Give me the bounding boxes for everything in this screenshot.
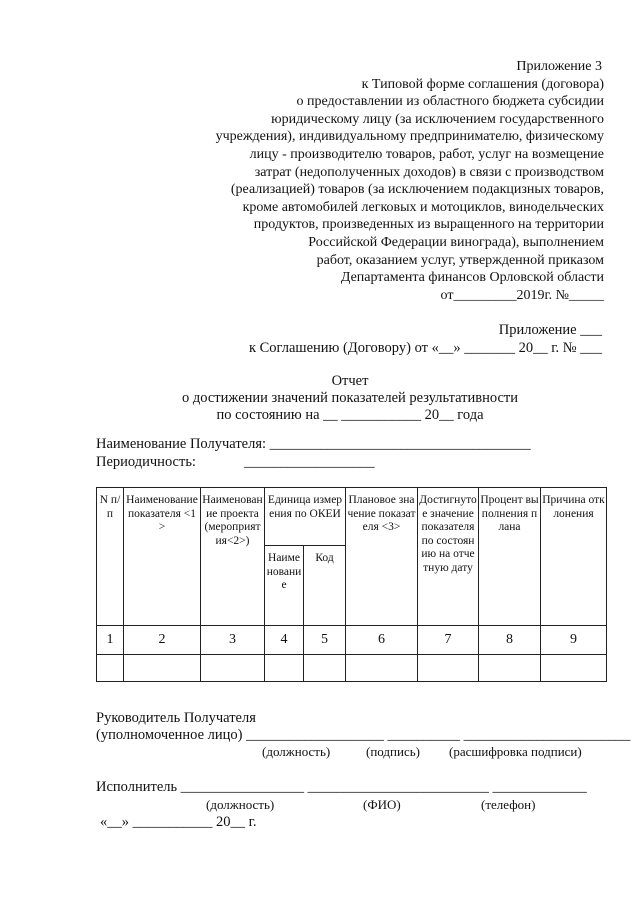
report-subtitle: о достижении значений показателей результативности [181, 390, 519, 406]
appendix-line: затрат (недополученных доходов) в связи с производством [254, 164, 604, 180]
appendix-line: Российской Федерации винограда), выполнением [308, 234, 604, 250]
header-planned: Плановое значение показателя <3> [346, 488, 418, 626]
caption-position: (должность) [262, 744, 331, 759]
appendix-line: продуктов, произведенных из выращенного на территории [253, 217, 604, 233]
table-header-row [97, 488, 607, 546]
header-unit-code: Код [304, 546, 346, 626]
col-number: 7 [418, 626, 479, 655]
periodicity-label: Периодичность: [96, 454, 196, 470]
header-unit: Единица измерения по ОКЕИ [265, 488, 346, 546]
header-indicator: Наименование показателя <1> [124, 488, 201, 626]
appendix-line: юридическому лицу (за исключением государственного [271, 111, 604, 127]
col-number: 9 [541, 626, 607, 655]
recipient-name-label: Наименование Получателя: ____________________________________ [96, 436, 531, 452]
appendix-number: Приложение 3 [516, 59, 602, 74]
table-row [97, 655, 607, 682]
executor-caption-fio: (ФИО) [363, 797, 401, 812]
table-cell[interactable] [265, 655, 304, 682]
executor-line: Исполнитель _________________ _________________________ _____________ [96, 779, 587, 795]
table-cell[interactable] [346, 655, 418, 682]
header-unit-name: Наименование [265, 546, 304, 626]
head-title: Руководитель Получателя [96, 710, 256, 726]
executor-caption-phone: (телефон) [481, 797, 536, 812]
appendix-line: лицу - производителю товаров, работ, услуг на возмещение [249, 146, 604, 162]
executor-date-line: «__» ___________ 20__ г. [100, 814, 257, 830]
col-number: 5 [304, 626, 346, 655]
appendix-line: кроме автомобилей легковых и мотоциклов, винодельческих [242, 199, 604, 215]
table-cell[interactable] [479, 655, 541, 682]
table-cell[interactable] [124, 655, 201, 682]
appendix-line: к Типовой форме соглашения (договора) [361, 76, 604, 92]
header-reason: Причина отклонения [541, 488, 607, 626]
appendix-line: от_________2019г. №_____ [440, 287, 604, 303]
header-percent: Процент выполнения плана [479, 488, 541, 626]
executor-caption-position: (должность) [206, 797, 275, 812]
col-number: 6 [346, 626, 418, 655]
indicators-table [96, 487, 607, 682]
head-signature-line: (уполномоченное лицо) ___________________ __________ _______________________ [96, 727, 631, 743]
report-as-of-date: по состоянию на __ ___________ 20__ года [216, 407, 484, 423]
caption-decoding: (расшифровка подписи) [449, 744, 582, 759]
header-num: N п/п [97, 488, 124, 626]
table-number-row [97, 626, 607, 655]
table-cell[interactable] [201, 655, 265, 682]
appendix-line: о предоставлении из областного бюджета субсидии [296, 94, 604, 110]
appendix-line: работ, оказанием услуг, утвержденной приказом [316, 252, 604, 268]
col-number: 8 [479, 626, 541, 655]
appendix-line: (реализацией) товаров (за исключением подакцизных товаров, [230, 182, 604, 198]
col-number: 2 [124, 626, 201, 655]
agreement-appendix-number: Приложение ___ [498, 322, 602, 338]
caption-signature: (подпись) [366, 744, 420, 759]
report-title: Отчет [331, 373, 369, 389]
table-cell[interactable] [304, 655, 346, 682]
col-number: 4 [265, 626, 304, 655]
periodicity-line: __________________ [244, 454, 375, 470]
col-number: 1 [97, 626, 124, 655]
appendix-header [216, 58, 604, 304]
header-achieved: Достигнутое значение показателя по состоянию на отчетную дату [418, 488, 479, 626]
table-cell[interactable] [418, 655, 479, 682]
col-number: 3 [201, 626, 265, 655]
table-cell[interactable] [97, 655, 124, 682]
table-cell[interactable] [541, 655, 607, 682]
appendix-line: Департамента финансов Орловской области [340, 270, 604, 286]
appendix-line: учреждения), индивидуальному предпринимателю, физическому [215, 129, 604, 145]
agreement-reference: к Соглашению (Договору) от «__» _______ 20__ г. № ___ [248, 340, 602, 356]
header-project: Наименование проекта (мероприятия<2>) [201, 488, 265, 626]
